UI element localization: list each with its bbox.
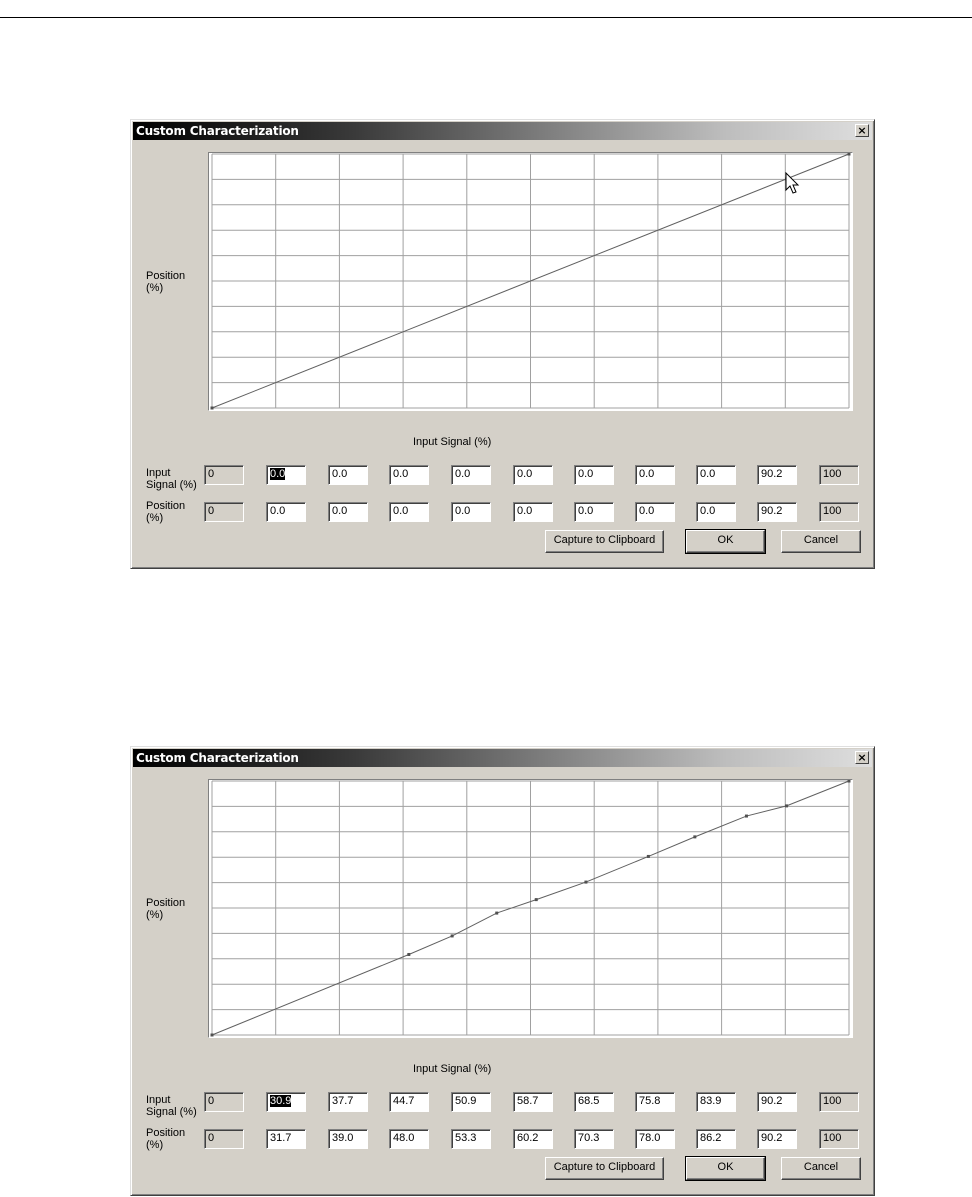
data-point	[584, 881, 587, 884]
input-signal-field[interactable]	[757, 1092, 797, 1112]
field-value: 0.0	[578, 505, 594, 517]
input-signal-field	[819, 465, 859, 485]
plot-svg	[209, 780, 852, 1037]
position-field[interactable]	[757, 502, 797, 522]
data-point	[693, 835, 696, 838]
position-field[interactable]	[513, 1129, 553, 1149]
cancel-button[interactable]: Cancel	[781, 1157, 861, 1180]
position-field[interactable]	[266, 1129, 306, 1149]
position-field[interactable]	[451, 502, 491, 522]
field-value: 50.9	[455, 1095, 477, 1107]
field-value: 100	[823, 468, 842, 480]
input-signal-field	[204, 465, 244, 485]
field-value: 90.2	[761, 1095, 783, 1107]
field-value: 90.2	[761, 1132, 783, 1144]
position-field[interactable]	[696, 1129, 736, 1149]
data-point	[647, 855, 650, 858]
data-point	[848, 153, 851, 156]
field-value: 0.0	[332, 468, 348, 480]
field-value: 0	[208, 1132, 215, 1144]
data-point	[407, 953, 410, 956]
position-field[interactable]	[513, 502, 553, 522]
field-value: 75.8	[639, 1095, 661, 1107]
field-value: 48.0	[393, 1132, 415, 1144]
mouse-pointer-icon	[785, 172, 801, 196]
field-value: 30.9	[270, 1095, 292, 1107]
field-value: 100	[823, 1095, 842, 1107]
characterization-plot[interactable]	[208, 779, 853, 1038]
field-value: 83.9	[700, 1095, 722, 1107]
input-signal-field[interactable]	[696, 465, 736, 485]
input-signal-field[interactable]	[696, 1092, 736, 1112]
close-icon[interactable]: ×	[855, 124, 869, 137]
field-value: 0	[208, 468, 215, 480]
dialog-title: Custom Characterization	[136, 124, 299, 138]
capture-to-clipboard-button[interactable]: Capture to Clipboard	[545, 1157, 664, 1180]
custom-characterization-dialog-1	[130, 119, 875, 569]
input-signal-field[interactable]	[635, 465, 675, 485]
data-point	[211, 407, 214, 410]
position-field[interactable]	[389, 1129, 429, 1149]
position-field[interactable]	[757, 1129, 797, 1149]
field-value: 86.2	[700, 1132, 722, 1144]
field-value: 0.0	[270, 505, 286, 517]
field-value: 100	[823, 1132, 842, 1144]
data-point	[211, 1034, 214, 1037]
field-value: 68.5	[578, 1095, 600, 1107]
ok-button[interactable]: OK	[686, 1157, 765, 1180]
input-signal-field[interactable]	[451, 465, 491, 485]
y-axis-label: Position (%)	[146, 270, 186, 294]
input-signal-field[interactable]	[389, 1092, 429, 1112]
field-value: 0.0	[700, 468, 716, 480]
field-value: 60.2	[517, 1132, 539, 1144]
field-value: 0.0	[393, 505, 409, 517]
position-field	[819, 502, 859, 522]
position-field[interactable]	[266, 502, 306, 522]
position-field[interactable]	[574, 502, 614, 522]
field-value: 31.7	[270, 1132, 292, 1144]
field-value: 90.2	[761, 468, 783, 480]
input-signal-field[interactable]	[574, 1092, 614, 1112]
plot-svg	[209, 153, 852, 410]
field-value: 0.0	[270, 468, 286, 480]
input-signal-field[interactable]	[513, 1092, 553, 1112]
cancel-button[interactable]: Cancel	[781, 530, 861, 553]
data-point	[785, 804, 788, 807]
position-field[interactable]	[451, 1129, 491, 1149]
position-field[interactable]	[574, 1129, 614, 1149]
page-top-rule	[0, 17, 972, 18]
data-point	[495, 912, 498, 915]
x-axis-label: Input Signal (%)	[413, 1063, 492, 1075]
field-value: 0.0	[455, 505, 471, 517]
title-bar[interactable]	[133, 749, 872, 767]
position-field[interactable]	[696, 502, 736, 522]
field-value: 78.0	[639, 1132, 661, 1144]
input-signal-field[interactable]	[574, 465, 614, 485]
field-value: 44.7	[393, 1095, 415, 1107]
field-value: 0.0	[455, 468, 471, 480]
field-value: 39.0	[332, 1132, 354, 1144]
position-field	[819, 1129, 859, 1149]
y-axis-label: Position (%)	[146, 897, 186, 921]
field-value: 0.0	[700, 505, 716, 517]
capture-to-clipboard-button[interactable]: Capture to Clipboard	[545, 530, 664, 553]
position-field	[204, 502, 244, 522]
field-value: 0	[208, 505, 215, 517]
dialog-title: Custom Characterization	[136, 751, 299, 765]
position-field[interactable]	[635, 502, 675, 522]
position-field[interactable]	[389, 502, 429, 522]
input-signal-field[interactable]	[389, 465, 429, 485]
ok-button[interactable]: OK	[686, 530, 765, 553]
position-row-label: Position (%)	[146, 1127, 186, 1151]
field-value: 0.0	[639, 505, 655, 517]
data-point	[451, 934, 454, 937]
input-signal-field[interactable]	[266, 465, 306, 485]
field-value: 37.7	[332, 1095, 354, 1107]
characterization-plot[interactable]	[208, 152, 853, 411]
field-value: 0.0	[517, 505, 533, 517]
field-value: 53.3	[455, 1132, 477, 1144]
position-row-label: Position (%)	[146, 500, 186, 524]
field-value: 70.3	[578, 1132, 600, 1144]
input-signal-field[interactable]	[635, 1092, 675, 1112]
input-signal-field[interactable]	[328, 465, 368, 485]
input-signal-field[interactable]	[451, 1092, 491, 1112]
input-signal-field[interactable]	[757, 465, 797, 485]
data-point	[535, 898, 538, 901]
field-value: 100	[823, 505, 842, 517]
field-value: 0.0	[332, 505, 348, 517]
data-point	[745, 815, 748, 818]
input-signal-field[interactable]	[513, 465, 553, 485]
title-bar[interactable]	[133, 122, 872, 140]
field-value: 0.0	[639, 468, 655, 480]
field-value: 58.7	[517, 1095, 539, 1107]
input-signal-field	[204, 1092, 244, 1112]
close-icon[interactable]: ×	[855, 751, 869, 764]
position-field	[204, 1129, 244, 1149]
input-signal-field[interactable]	[266, 1092, 306, 1112]
field-value: 90.2	[761, 505, 783, 517]
custom-characterization-dialog-2	[130, 746, 875, 1196]
field-value: 0.0	[578, 468, 594, 480]
position-field[interactable]	[328, 1129, 368, 1149]
x-axis-label: Input Signal (%)	[413, 436, 492, 448]
data-point	[848, 780, 851, 783]
field-value: 0	[208, 1095, 215, 1107]
input-signal-row-label: Input Signal (%)	[146, 467, 197, 491]
position-field[interactable]	[635, 1129, 675, 1149]
input-signal-field[interactable]	[328, 1092, 368, 1112]
field-value: 0.0	[517, 468, 533, 480]
input-signal-field	[819, 1092, 859, 1112]
field-value: 0.0	[393, 468, 409, 480]
input-signal-row-label: Input Signal (%)	[146, 1094, 197, 1118]
position-field[interactable]	[328, 502, 368, 522]
